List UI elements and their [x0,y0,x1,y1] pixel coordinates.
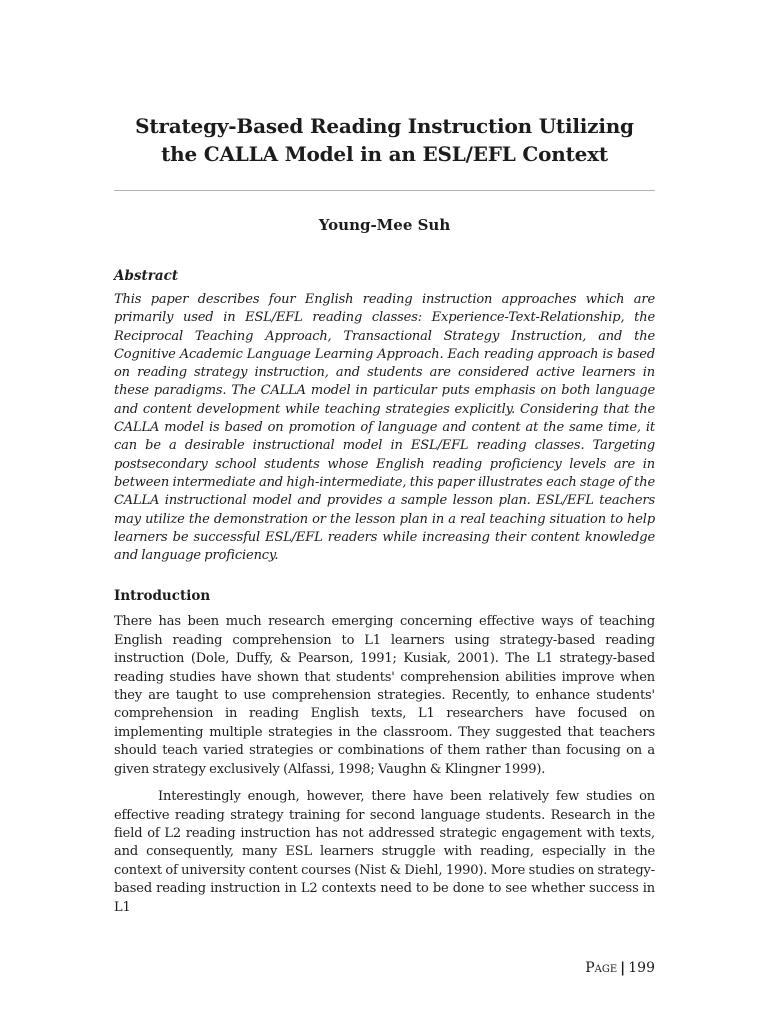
introduction-paragraph-2: Interestingly enough, however, there have been relatively few studies on effective reading strategy training for second language students. Research in the field of L2 reading instruction has not addressed strategic engagement with texts, and consequently, many ESL learners struggle with reading, especially in the context of university content courses (Nist & Diehl, 1990). More studies on strategy-based reading instruction in L2 contexts need to be done to see whether success in L1 [114,789,655,915]
author-name: Young-Mee Suh [318,216,451,234]
paper-page [114,0,655,1024]
introduction-heading: Introduction [114,588,211,605]
title-divider [114,190,655,191]
paper-title [114,112,655,168]
page-footer [585,959,655,977]
page-label: Page [585,960,618,976]
abstract-body: This paper describes four English reading instruction approaches which are primarily used in ESL/EFL reading classes: Experience-Text-Relationship, the Reciprocal Teaching Approach, Transactional Strategy Instruction, and the Cognitive Academic Language Learning Approach. Each reading approach is based on reading strategy instruction, and students are considered active learners in these paradigms. The CALLA model in particular puts emphasis on both language and content development while teaching strategies explicitly. Considering that the CALLA model is based on promotion of language and content at the same time, it can be a desirable instructional model in ESL/EFL reading classes. Targeting postsecondary school students whose English reading proficiency levels are in between intermediate and high-intermediate, this paper illustrates each stage of the CALLA instructional model and provides a sample lesson plan. ESL/EFL teachers may utilize the demonstration or the lesson plan in a real teaching situation to help learners be successful ESL/EFL readers while increasing their content knowledge and language proficiency. [114,292,655,564]
page-separator: | [620,960,626,976]
title-line-2: the CALLA Model in an ESL/EFL Context [161,142,608,166]
page-number: 199 [628,960,655,976]
introduction-paragraph-1: There has been much research emerging concerning effective ways of teaching English reading comprehension to L1 learners using strategy-based reading instruction (Dole, Duffy, & Pearson, 1991; Kusiak, 2001). The L1 strategy-based reading studies have shown that students' comprehension abilities improve when they are taught to use comprehension strategies. Recently, to enhance students' comprehension in reading English texts, L1 researchers have focused on implementing multiple strategies in the classroom. They suggested that teachers should teach varied strategies or combinations of them rather than focusing on a given strategy exclusively (Alfassi, 1998; Vaughn & Klingner 1999). [114,614,655,777]
title-line-1: Strategy-Based Reading Instruction Utilizing [135,114,634,138]
abstract-heading: Abstract [114,268,179,284]
